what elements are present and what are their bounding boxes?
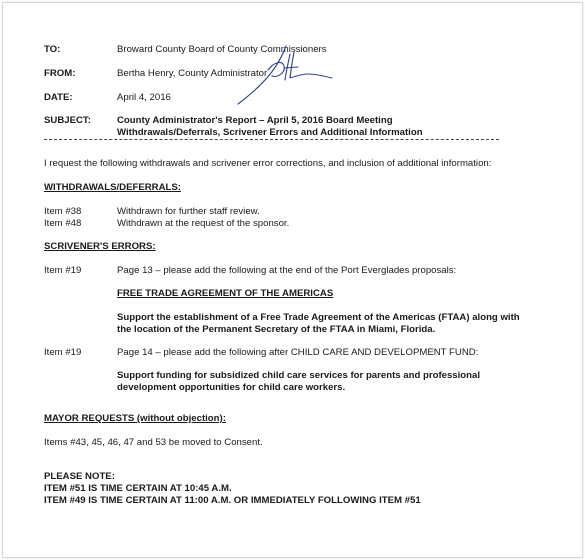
withdrawal-item-text: Withdrawn for further staff review.	[117, 206, 260, 217]
header-divider	[44, 139, 499, 140]
withdrawals-heading: WITHDRAWALS/DEFERRALS:	[44, 182, 181, 193]
withdrawal-item-number: Item #38	[44, 206, 82, 217]
subject-line-2: Withdrawals/Deferrals, Scrivener Errors and Additional Information	[117, 127, 423, 138]
scrivener-item-number: Item #19	[44, 265, 82, 276]
subject-label: SUBJECT:	[44, 115, 91, 126]
scrivener-item-text: Page 13 – please add the following at the end of the Port Everglades proposals:	[117, 265, 457, 276]
subject-line-1: County Administrator's Report – April 5, 2016 Board Meeting	[117, 115, 393, 126]
ftaa-subheading: FREE TRADE AGREEMENT OF THE AMERICAS	[117, 288, 334, 299]
please-note-heading: PLEASE NOTE:	[44, 471, 115, 482]
date-label: DATE:	[44, 92, 73, 103]
withdrawal-item-text: Withdrawn at the request of the sponsor.	[117, 218, 290, 229]
childcare-body-line-2: development opportunities for child care workers.	[117, 382, 346, 393]
intro-paragraph: I request the following withdrawals and scrivener error corrections, and inclusion of additional information:	[44, 158, 492, 169]
to-label: TO:	[44, 44, 61, 55]
from-value: Bertha Henry, County Administrator	[117, 68, 268, 79]
ftaa-body-line-1: Support the establishment of a Free Trade Agreement of the Americas (FTAA) along with	[117, 312, 520, 323]
note-line-item-51: ITEM #51 IS TIME CERTAIN AT 10:45 A.M.	[44, 483, 232, 494]
withdrawal-item-number: Item #48	[44, 218, 82, 229]
childcare-body-line-1: Support funding for subsidized child care services for parents and professional	[117, 370, 481, 381]
signature-mark	[228, 40, 338, 108]
mayor-requests-heading: MAYOR REQUESTS (without objection):	[44, 413, 226, 424]
mayor-requests-text: Items #43, 45, 46, 47 and 53 be moved to Consent.	[44, 437, 263, 448]
ftaa-body-line-2: the location of the Permanent Secretary of the FTAA in Miami, Florida.	[117, 324, 436, 335]
date-value: April 4, 2016	[117, 92, 171, 103]
scrivener-heading: SCRIVENER'S ERRORS:	[44, 241, 156, 252]
scrivener-item-text: Page 14 – please add the following after CHILD CARE AND DEVELOPMENT FUND:	[117, 347, 479, 358]
from-label: FROM:	[44, 68, 76, 79]
to-value: Broward County Board of County Commissioners	[117, 44, 327, 55]
scrivener-item-number: Item #19	[44, 347, 82, 358]
note-line-item-49: ITEM #49 IS TIME CERTAIN AT 11:00 A.M. OR IMMEDIATELY FOLLOWING ITEM #51	[44, 495, 421, 506]
